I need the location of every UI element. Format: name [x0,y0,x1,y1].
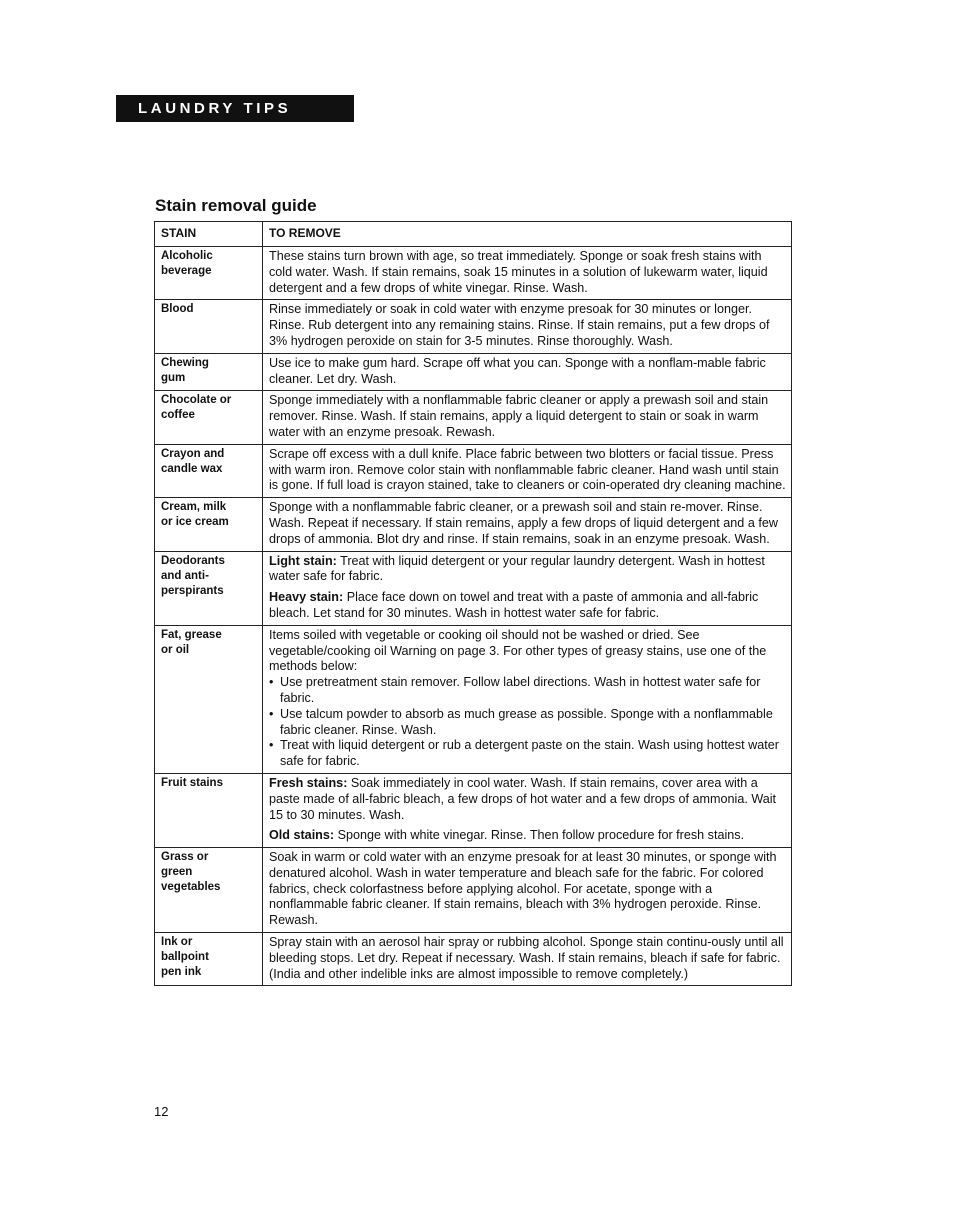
removal-instructions [263,625,792,773]
table-row [155,625,792,773]
page-title: Stain removal guide [155,196,317,215]
instruction-paragraph [269,447,786,494]
table-row [155,848,792,933]
stain-name: Chewing gum [155,353,263,391]
instruction-text: Place face down on towel and treat with a paste of ammonia and all-fabric bleach. Let stand for 30 minutes. Wash in hottest water safe for fabric. [269,590,759,620]
removal-instructions [263,353,792,391]
instruction-text: These stains turn brown with age, so treat immediately. Sponge or soak fresh stains with cold water. Wash. If stain remains, soak 15 minutes in a solution of lukewarm water, liquid detergent and a few drops of white vinegar. Rinse. Wash. [269,249,768,295]
table-row [155,444,792,497]
instruction-text: Soak in warm or cold water with an enzyme presoak for at least 30 minutes, or sponge with denatured alcohol. Wash in water temperature and bleach safe for the fabric. For colored fabrics, check colorfastness before applying alcohol. For acetate, sponge with a nonflammable fabric cleaner. If stain remains, bleach with 3% hydrogen peroxide. Rinse. Rewash. [269,850,777,928]
stain-removal-table [154,221,792,986]
stain-name: Deodorants and anti- perspirants [155,551,263,625]
instruction-paragraph [269,393,786,440]
instruction-text: Treat with liquid detergent or your regular laundry detergent. Wash in hottest water safe for fabric. [269,553,765,584]
instruction-paragraph [269,302,786,349]
table-body [155,247,792,986]
instruction-text: Soak immediately in cool water. Wash. If stain remains, cover area with a paste made of all-fabric bleach, a few drops of hot water and a few drops of ammonia. Wait 15 to 30 minutes. Wash. [269,775,777,822]
instruction-text: Spray stain with an aerosol hair spray or rubbing alcohol. Sponge stain continu-ously until all bleeding stops. Let dry. Repeat if necessary. Wash. If stain remains, bleach if safe for fabric. (India and other indelible inks are almost impossible to remove completely.) [269,935,784,981]
list-item: • Use pretreatment stain remover. Follow label directions. Wash in hottest water safe for fabric. [269,675,786,707]
instruction-text: Sponge with a nonflammable fabric cleaner, or a prewash soil and stain re-mover. Rinse. Wash. Repeat if necessary. If stain remains, apply a few drops of liquid detergent and a few drops of ammonia. Blot dry and rinse. If stain remains, soak in an enzyme presoak. Wash. [269,500,778,546]
page-number: 12 [154,1104,169,1119]
table-header-row [155,222,792,247]
stain-name: Chocolate or coffee [155,391,263,444]
removal-instructions [263,444,792,497]
instruction-paragraph [269,828,786,844]
removal-instructions [263,933,792,986]
section-banner: LAUNDRY TIPS [116,95,354,122]
instruction-paragraph [269,590,786,622]
stain-condition-label: Fresh stains: [269,775,348,790]
instruction-paragraph [269,935,786,982]
instruction-paragraph [269,554,786,586]
removal-instructions [263,848,792,933]
instruction-paragraph [269,356,786,388]
table-row [155,391,792,444]
method-list [269,675,786,770]
instruction-paragraph [269,500,786,547]
instruction-text: Items soiled with vegetable or cooking oil should not be washed or dried. See vegetable/cooking oil Warning on page 3. For other types of greasy stains, use one of the methods below: [269,627,767,674]
removal-instructions [263,300,792,353]
instruction-paragraph [269,850,786,929]
stain-name: Crayon and candle wax [155,444,263,497]
stain-condition-label: Light stain: [269,553,337,568]
removal-instructions [263,773,792,847]
table-row [155,773,792,847]
removal-instructions [263,551,792,625]
instruction-paragraph [269,776,786,823]
removal-instructions [263,391,792,444]
stain-name: Alcoholic beverage [155,247,263,300]
stain-name: Ink or ballpoint pen ink [155,933,263,986]
instruction-text: Rinse immediately or soak in cold water with enzyme presoak for 30 minutes or longer. Rinse. Rub detergent into any remaining stains. Rinse. If stain remains, put a few drops of 3% hydrogen peroxide on stain for 3-5 minutes. Rinse thoroughly. Wash. [269,302,770,348]
stain-condition-label: Old stains: [269,828,335,843]
table-row [155,247,792,300]
stain-name: Fruit stains [155,773,263,847]
removal-instructions [263,498,792,551]
table-row [155,300,792,353]
removal-instructions [263,247,792,300]
column-header-stain: STAIN [155,222,263,247]
stain-name: Cream, milk or ice cream [155,498,263,551]
stain-name: Grass or green vegetables [155,848,263,933]
instruction-paragraph [269,628,786,675]
table-row [155,498,792,551]
list-item: • Treat with liquid detergent or rub a detergent paste on the stain. Wash using hottest water safe for fabric. [269,738,786,770]
list-item: • Use talcum powder to absorb as much grease as possible. Sponge with a nonflammable fabric cleaner. Rinse. Wash. [269,707,786,739]
instruction-text: Scrape off excess with a dull knife. Place fabric between two blotters or facial tissue. Press with warm iron. Remove color stain with nonflammable fabric cleaner. Hand wash until stain is gone. If full load is crayon stained, take to cleaners or coin-operated dry cleaning machine. [269,446,786,493]
instruction-text: Use ice to make gum hard. Scrape off what you can. Sponge with a nonflam-mable fabric cleaner. Let dry. Wash. [269,355,766,386]
table-row [155,933,792,986]
table-row [155,551,792,625]
stain-name: Blood [155,300,263,353]
instruction-text: Sponge with white vinegar. Rinse. Then follow procedure for fresh stains. [334,828,745,843]
instruction-paragraph [269,249,786,296]
column-header-to-remove: TO REMOVE [263,222,792,247]
instruction-text: Sponge immediately with a nonflammable fabric cleaner or apply a prewash soil and stain remover. Rinse. Wash. If stain remains, apply a liquid detergent to stain or soak in warm water with an enzyme presoak. Rewash. [269,393,769,439]
table-row [155,353,792,391]
stain-name: Fat, grease or oil [155,625,263,773]
stain-condition-label: Heavy stain: [269,590,344,605]
